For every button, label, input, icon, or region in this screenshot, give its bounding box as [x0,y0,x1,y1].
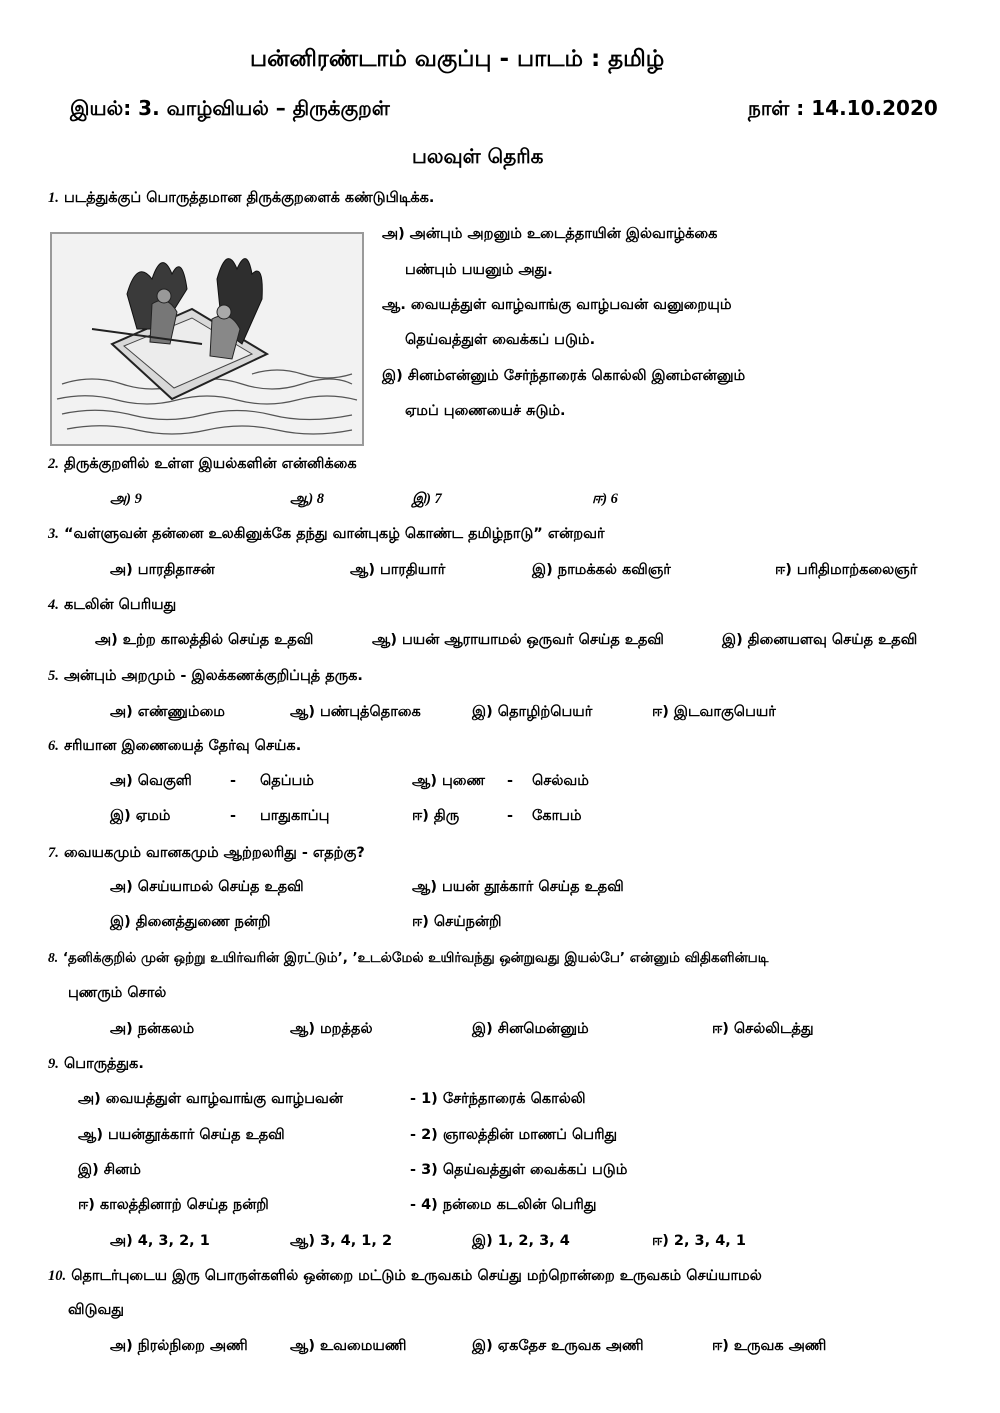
q5-option-a[interactable]: அ) எண்ணும்மை [110,704,225,720]
date-label: நாள் : 14.10.2020 [748,96,938,120]
q1-option-c-line2: ஏமப் புணையைச் சுடும். [405,403,566,419]
q5-option-d[interactable]: ஈ) இடவாகுபெயர் [652,704,776,720]
question-3 [48,526,605,544]
question-10 [48,1268,762,1286]
question-text: வையகமும் வானகமும் ஆற்றலரிது - எதற்கு? [63,845,365,861]
q4-option-c[interactable]: இ) தினையளவு செய்த உதவி [722,632,918,648]
boat-fire-drawing [52,234,362,444]
section-heading: பலவுள் தெரிக [412,144,544,168]
q1-option-a-line1: அ) அன்பும் அறனும் உடைத்தாயின் இல்வாழ்க்கை [382,226,718,242]
question-number: 7. [48,845,59,861]
question-8 [48,950,768,968]
q5-option-b[interactable]: ஆ) பண்புத்தொகை [290,704,421,720]
q1-option-a-line2: பண்பும் பயனும் அது. [405,262,553,278]
q2-option-b[interactable]: ஆ) 8 [290,491,325,507]
pair-left: அ) வெகுளி [110,773,192,789]
q10-option-d[interactable]: ஈ) உருவக அணி [712,1338,827,1354]
match-right-text: 2) ஞாலத்தின் மாணப் பெரிது [421,1127,618,1143]
q10-option-c[interactable]: இ) ஏகதேச உருவக அணி [472,1338,644,1354]
question-number: 3. [48,526,59,542]
q8-option-c[interactable]: இ) சினமென்னும் [472,1021,589,1037]
q9-option-b[interactable]: ஆ) 3, 4, 1, 2 [290,1233,393,1249]
q1-option-b-line1: ஆ. வையத்துள் வாழ்வாங்கு வாழ்பவன் வனுறையும் [382,297,732,313]
question-number: 10. [48,1268,67,1284]
q6-option-b[interactable] [412,773,589,791]
pair-dash: - [230,773,237,789]
q6-option-d[interactable] [412,808,582,826]
pair-dash: - [507,773,514,789]
question-text: பொருத்துக. [63,1056,144,1072]
q1-option-c-line1: இ) சினம்என்னும் சேர்ந்தாரைக் கொல்லி இனம்என்னும் [382,368,746,384]
question-6 [48,738,301,756]
question-text: “வள்ளுவன் தன்னை உலகினுக்கே தந்து வான்புகழ் கொண்ட தமிழ்நாடு” என்றவர் [63,526,605,542]
question-number: 6. [48,738,59,754]
q2-option-d[interactable]: ஈ) 6 [592,491,618,507]
match-right-text: 3) தெய்வத்துள் வைக்கப் படும் [421,1162,628,1178]
q2-option-c[interactable]: இ) 7 [412,491,442,507]
question-number: 8. [48,950,59,965]
pair-right: கோபம் [532,808,582,824]
question-text: தொடர்புடைய இரு பொருள்களில் ஒன்றை மட்டும் உருவகம் செய்து மற்றொன்றை உருவகம் செய்யாமல் [71,1268,762,1284]
pair-left: ஈ) திரு [412,808,460,824]
question-1 [48,190,434,208]
q3-option-d[interactable]: ஈ) பரிதிமாற்கலைஞர் [775,562,918,578]
pair-right: தெப்பம் [260,773,314,789]
q3-option-c[interactable]: இ) நாமக்கல் கவிஞர் [532,562,671,578]
q7-option-d[interactable]: ஈ) செய்நன்றி [412,914,502,930]
question-text: திருக்குறளில் உள்ள இயல்களின் என்னிக்கை [63,456,357,472]
question-number: 5. [48,668,59,684]
question-text: அன்பும் அறமும் - இலக்கணக்குறிப்புத் தருக. [63,668,363,684]
page-title: பன்னிரண்டாம் வகுப்பு - பாடம் : தமிழ் [250,46,665,72]
question-text: கடலின் பெரியது [63,597,177,613]
pair-dash: - [230,808,237,824]
boat-fire-illustration [50,232,364,446]
q3-option-b[interactable]: ஆ) பாரதியார் [350,562,446,578]
q10-option-a[interactable]: அ) நிரல்நிறை அணி [110,1338,248,1354]
q6-option-c[interactable] [110,808,330,826]
match-left-b: ஆ) பயன்தூக்கார் செய்த உதவி [78,1127,285,1143]
match-right-text: 4) நன்மை கடலின் பெரிது [421,1197,597,1213]
question-text: ‘தனிக்குறில் முன் ஒற்று உயிர்வரின் இரட்டும்’, ’உடல்மேல் உயிர்வந்து ஒன்றுவது இயல்பே’ என்னும் விதிகளின்படி [62,950,769,966]
q4-option-b[interactable]: ஆ) பயன் ஆராயாமல் ஒருவர் செய்த உதவி [372,632,664,648]
pair-right: பாதுகாப்பு [260,808,330,824]
question-4 [48,597,176,615]
question-8-line2: புணரும் சொல் [68,985,167,1001]
q9-option-a[interactable]: அ) 4, 3, 2, 1 [110,1233,210,1249]
q6-option-a[interactable] [110,773,314,791]
lesson-heading: இயல்: 3. வாழ்வியல் – திருக்குறள் [70,96,390,120]
match-right-text: 1) சேர்ந்தாரைக் கொல்லி [421,1091,586,1107]
q3-option-a[interactable]: அ) பாரதிதாசன் [110,562,215,578]
q1-option-b-line2: தெய்வத்துள் வைக்கப் படும். [405,332,596,348]
question-number: 1. [48,190,59,206]
question-text: படத்துக்குப் பொருத்தமான திருக்குறளைக் கண்டுபிடிக்க. [63,190,435,206]
q2-option-a[interactable]: அ) 9 [110,491,142,507]
match-left-c: இ) சினம் [78,1162,141,1178]
pair-dash: - [507,808,514,824]
q9-option-d[interactable]: ஈ) 2, 3, 4, 1 [652,1233,746,1249]
match-left-a: அ) வையத்துள் வாழ்வாங்கு வாழ்பவன் [78,1091,343,1107]
q8-option-b[interactable]: ஆ) மறத்தல் [290,1021,373,1037]
q9-option-c[interactable]: இ) 1, 2, 3, 4 [472,1233,570,1249]
question-10-line2: விடுவது [68,1302,124,1318]
question-5 [48,668,363,686]
q8-option-d[interactable]: ஈ) செல்லிடத்து [712,1021,814,1037]
q8-option-a[interactable]: அ) நன்கலம் [110,1021,195,1037]
match-left-d: ஈ) காலத்தினாற் செய்த நன்றி [78,1197,269,1213]
question-2 [48,456,357,474]
question-text: சரியான இணையைத் தேர்வு செய்க. [63,738,302,754]
question-number: 4. [48,597,59,613]
pair-right: செல்வம் [532,773,589,789]
question-9 [48,1056,144,1074]
q7-option-a[interactable]: அ) செய்யாமல் செய்த உதவி [110,879,304,895]
question-number: 2. [48,456,59,472]
match-right-2: - 2) ஞாலத்தின் மாணப் பெரிது [410,1127,618,1143]
match-right-1: - 1) சேர்ந்தாரைக் கொல்லி [410,1091,586,1107]
pair-left: இ) ஏமம் [110,808,171,824]
pair-left: ஆ) புணை [412,773,485,789]
q7-option-b[interactable]: ஆ) பயன் தூக்கார் செய்த உதவி [412,879,624,895]
match-right-3: - 3) தெய்வத்துள் வைக்கப் படும் [410,1162,628,1178]
question-number: 9. [48,1056,59,1072]
question-7 [48,845,365,863]
match-right-4: - 4) நன்மை கடலின் பெரிது [410,1197,597,1213]
q7-option-c[interactable]: இ) தினைத்துணை நன்றி [110,914,271,930]
q10-option-b[interactable]: ஆ) உவமையணி [290,1338,407,1354]
q5-option-c[interactable]: இ) தொழிற்பெயர் [472,704,593,720]
q4-option-a[interactable]: அ) உற்ற காலத்தில் செய்த உதவி [95,632,314,648]
